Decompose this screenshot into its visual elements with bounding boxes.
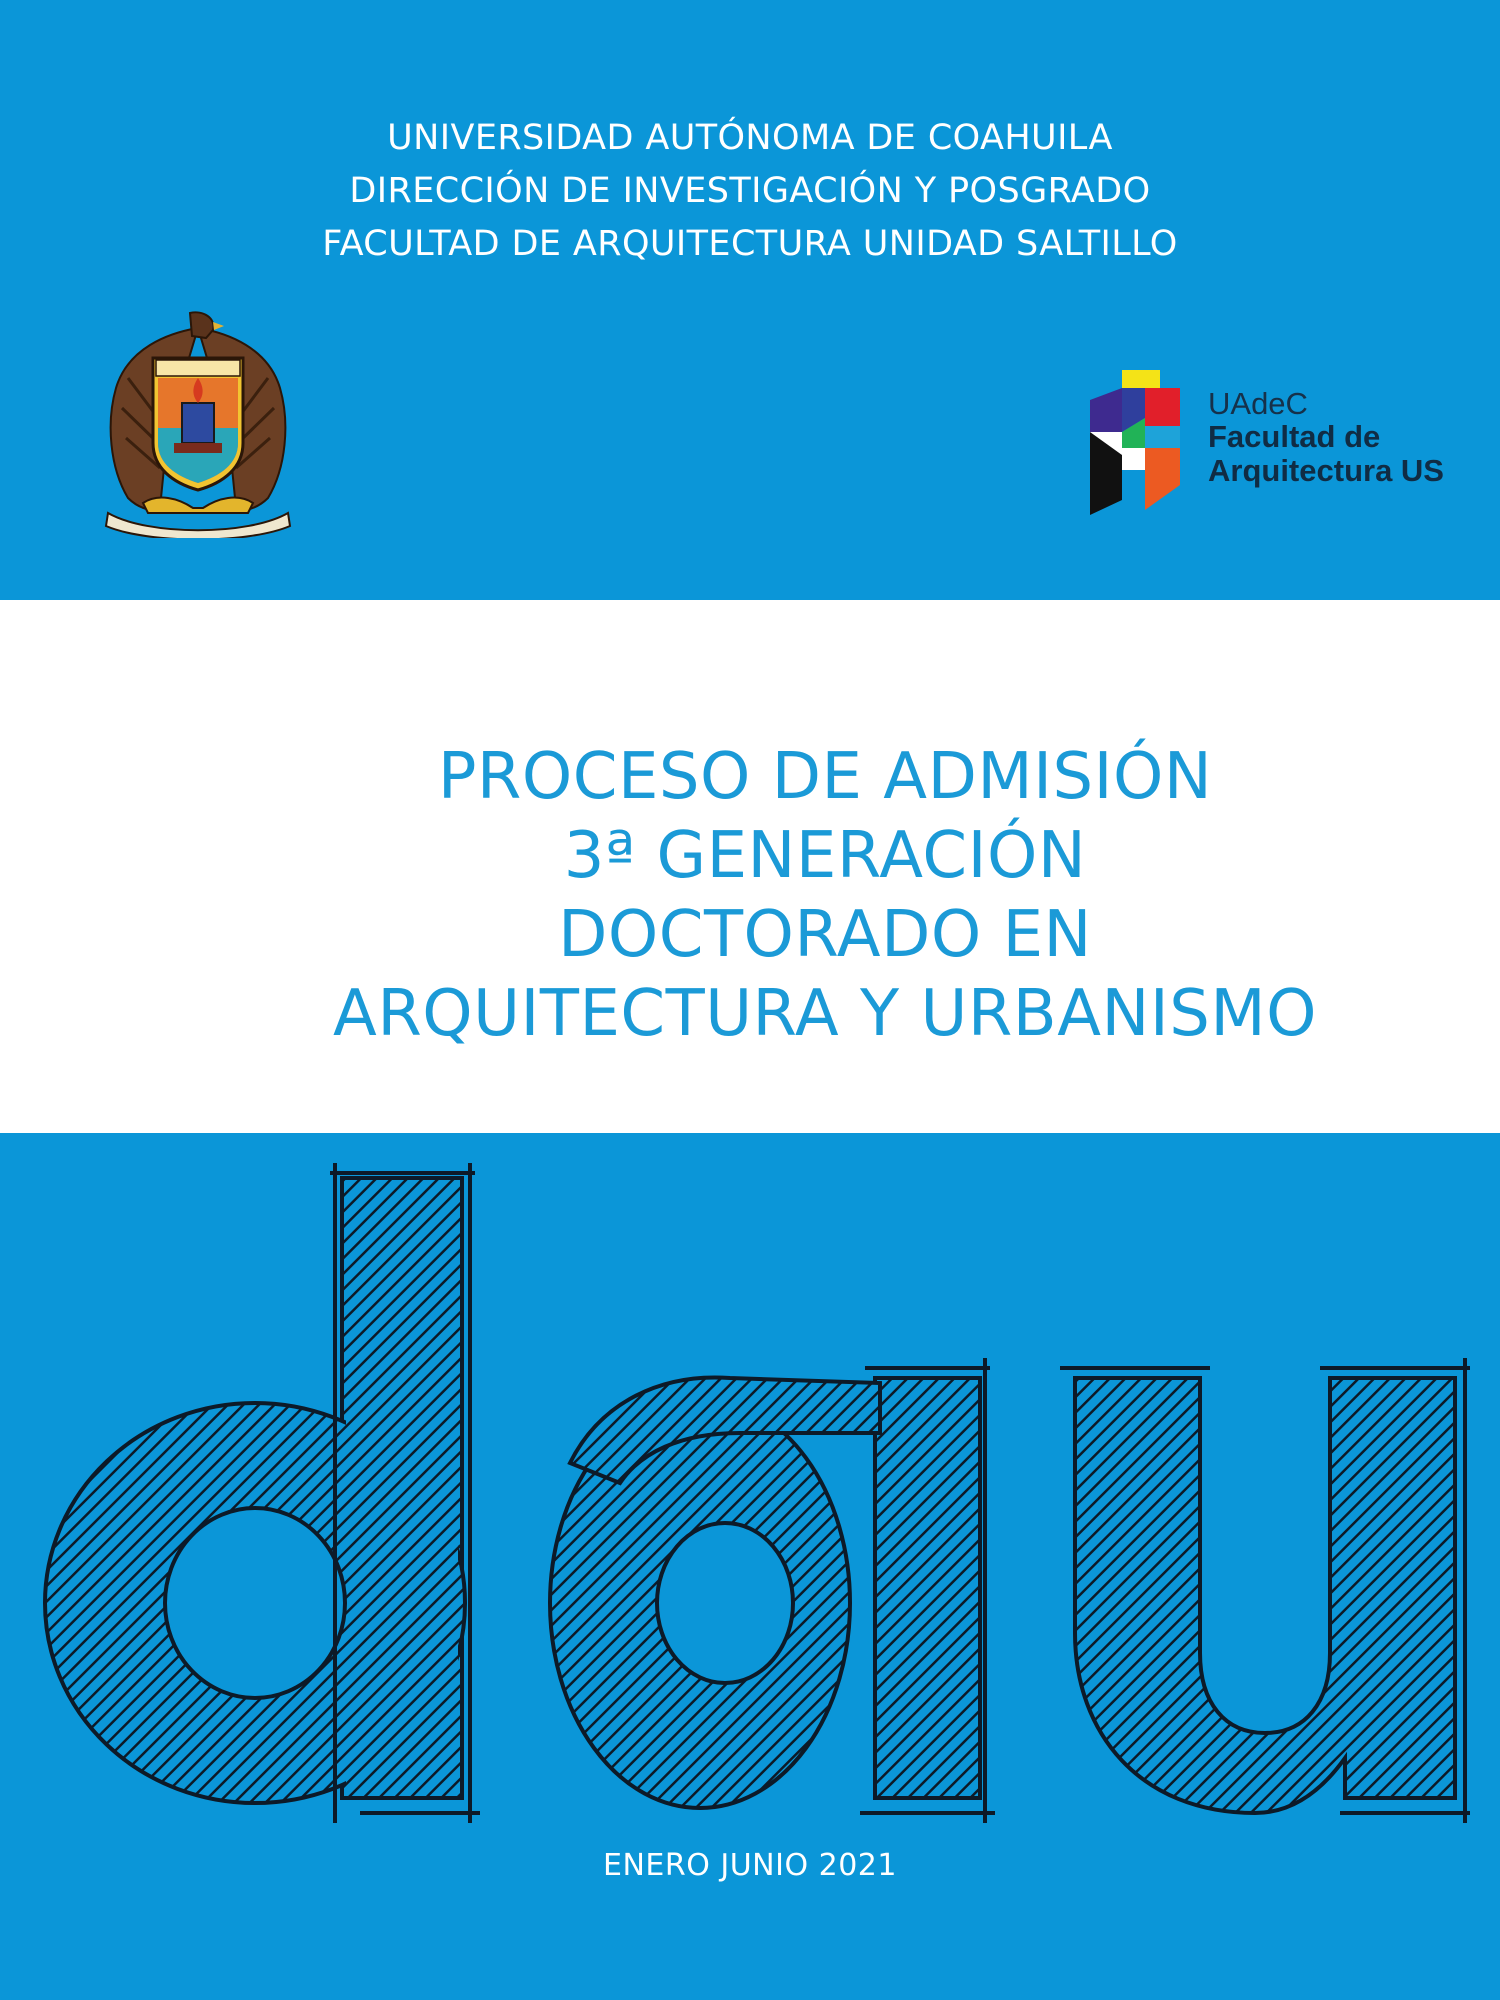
title-line-field: ARQUITECTURA Y URBANISMO bbox=[333, 977, 1317, 1051]
faculty-mosaic-logo-icon bbox=[1090, 370, 1185, 515]
faculty-logo-text bbox=[1208, 388, 1444, 488]
faculty-logo-name-line2: Arquitectura US bbox=[1208, 453, 1444, 488]
faculty-name: FACULTAD DE ARQUITECTURA UNIDAD SALTILLO bbox=[322, 224, 1178, 264]
letter-d bbox=[45, 1163, 480, 1823]
university-name: UNIVERSIDAD AUTÓNOMA DE COAHUILA bbox=[387, 118, 1113, 158]
title-line-program: DOCTORADO EN bbox=[558, 898, 1092, 972]
directorate-name: DIRECCIÓN DE INVESTIGACIÓN Y POSGRADO bbox=[349, 171, 1151, 211]
letter-u bbox=[1060, 1358, 1470, 1823]
document-title bbox=[0, 738, 1500, 1054]
university-seal-icon bbox=[98, 308, 298, 538]
title-line-process: PROCESO DE ADMISIÓN bbox=[437, 740, 1213, 814]
footer-date: ENERO JUNIO 2021 bbox=[603, 1848, 897, 1883]
dau-hero-lettering bbox=[0, 1133, 1500, 1833]
faculty-logo bbox=[1090, 370, 1470, 520]
faculty-logo-short: UAdeC bbox=[1208, 386, 1308, 421]
faculty-logo-name-line1: Facultad de bbox=[1208, 419, 1381, 454]
letter-a bbox=[550, 1358, 995, 1823]
institution-header bbox=[0, 112, 1500, 271]
title-line-generation: 3ª GENERACIÓN bbox=[563, 819, 1087, 893]
